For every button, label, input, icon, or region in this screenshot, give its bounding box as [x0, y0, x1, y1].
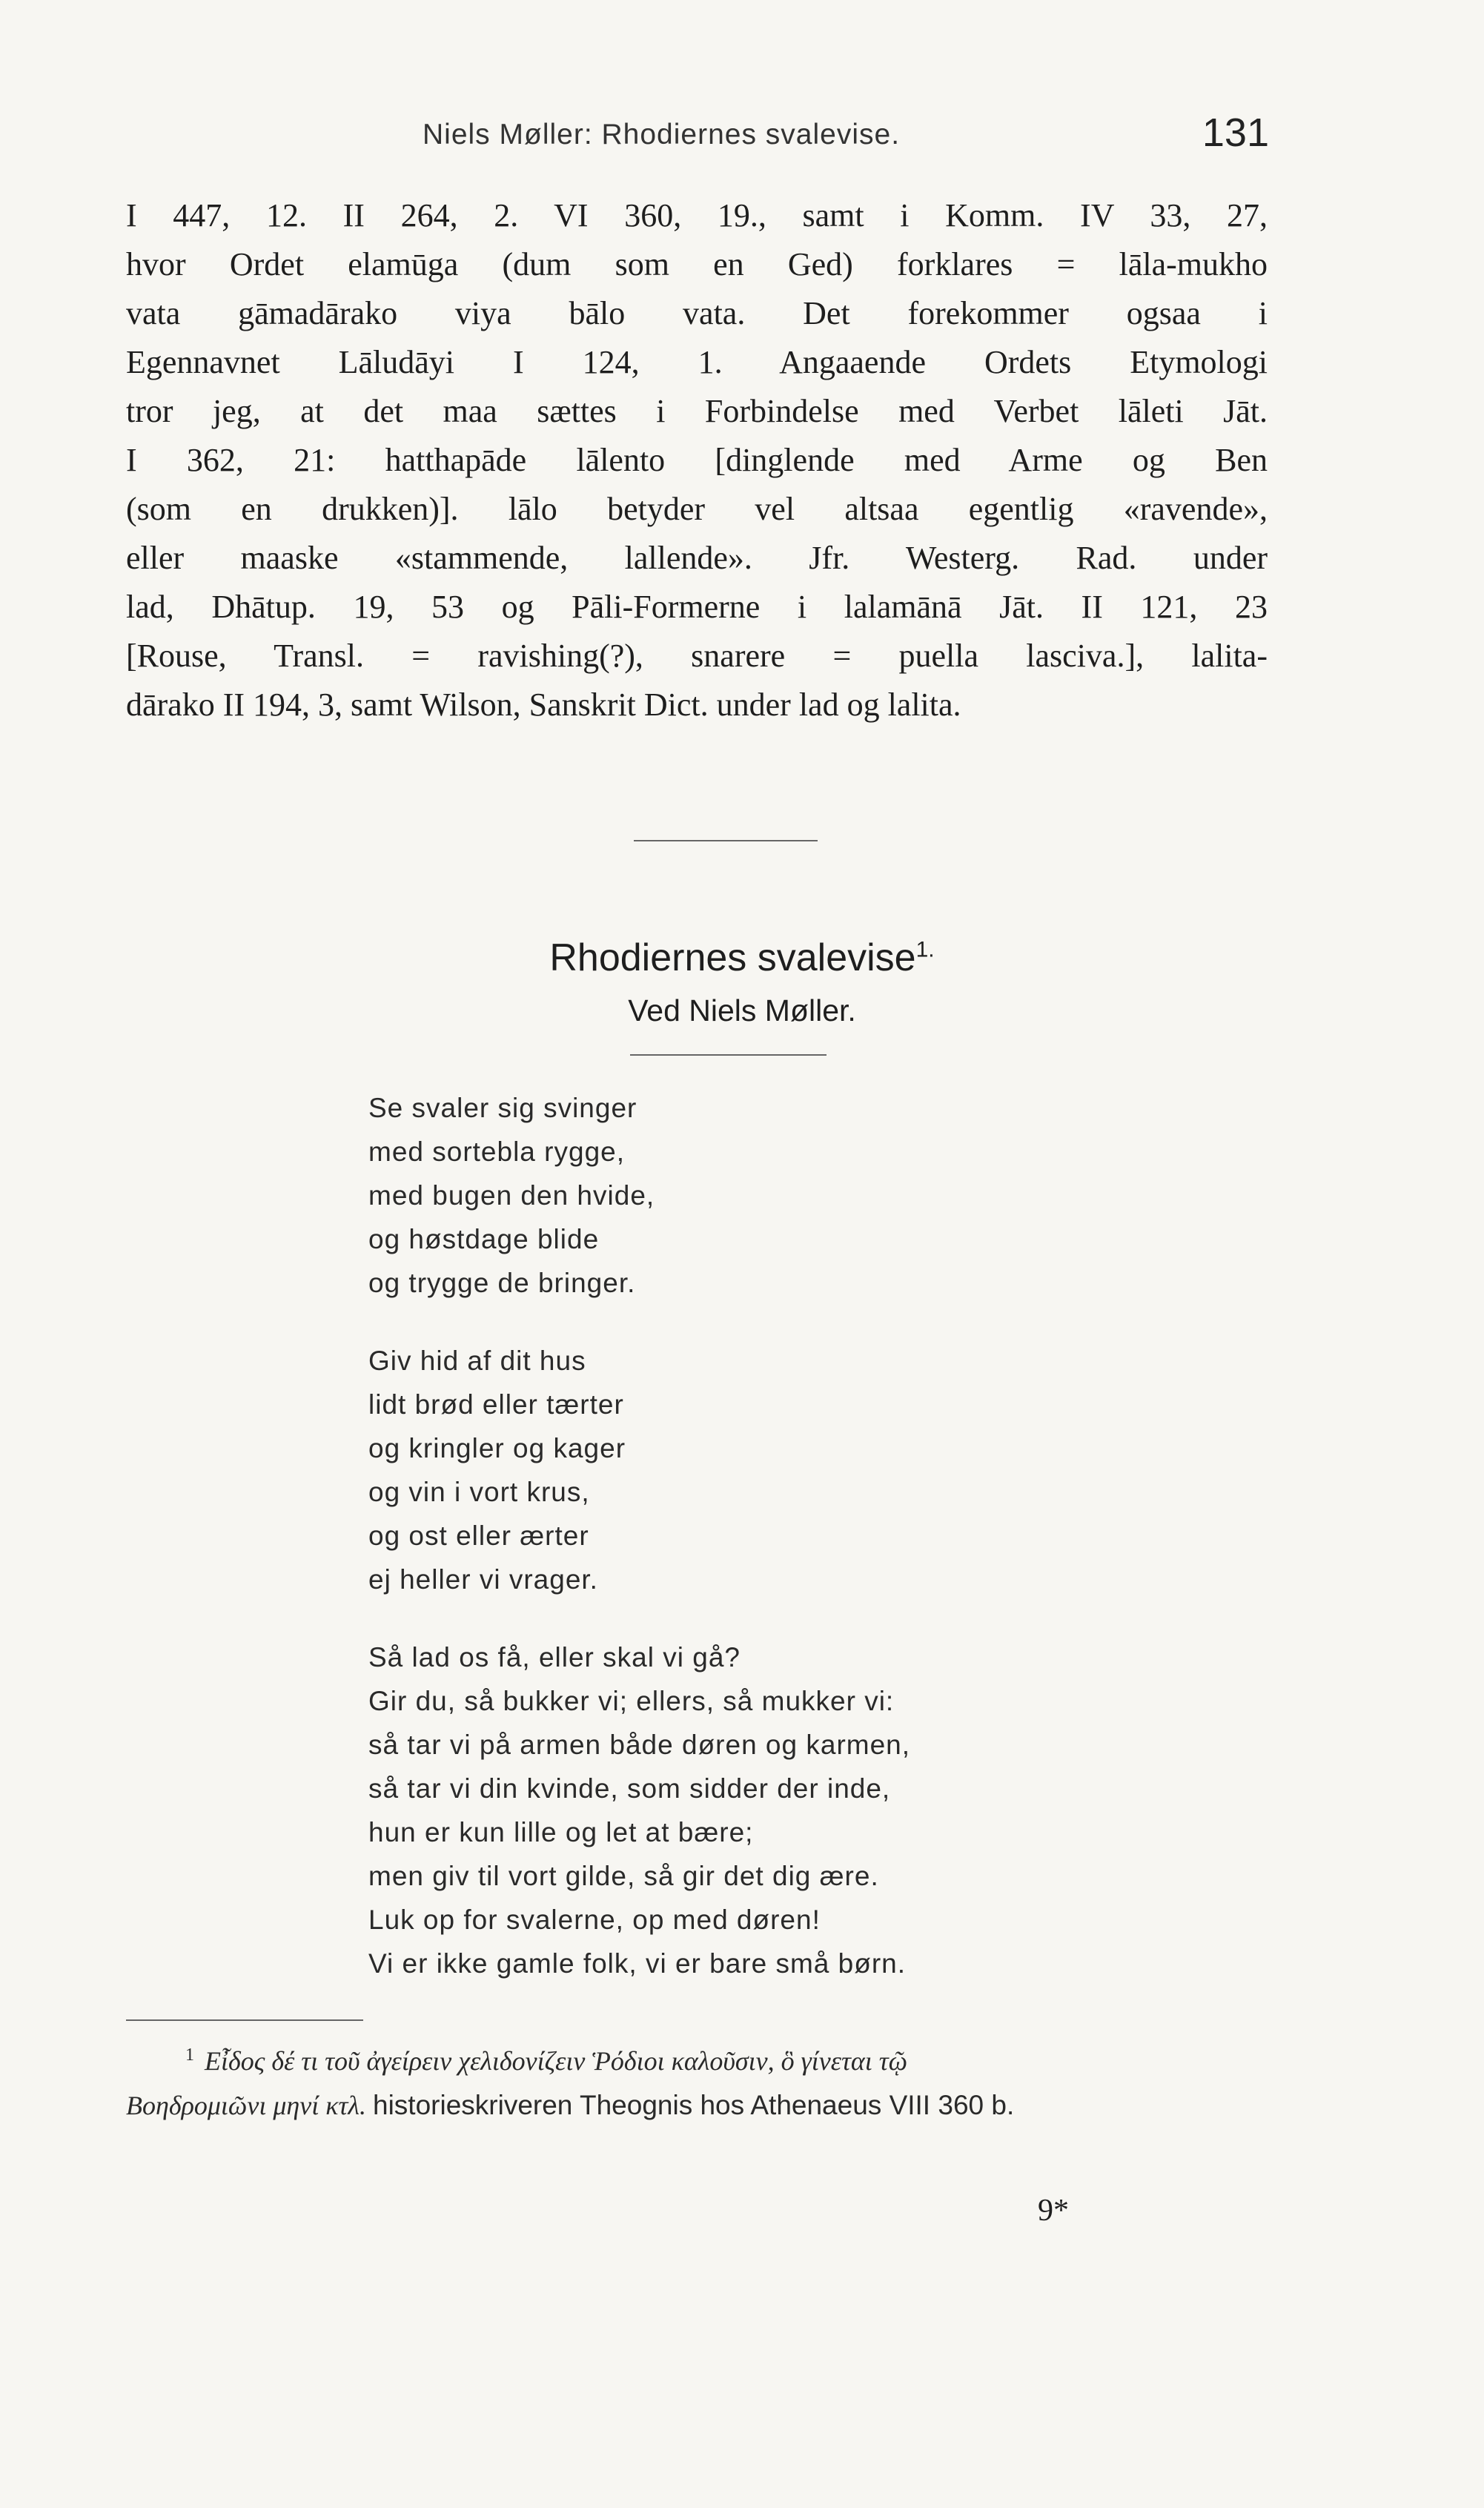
- page-number: 131: [1202, 110, 1269, 155]
- poem-line: men giv til vort gilde, så gir det dig ære.: [368, 1861, 879, 1891]
- prose-line: Egennavnet Lāludāyi I 124, 1. Angaaende Ordets Etymologi: [126, 344, 1268, 380]
- signature-mark: 9*: [1038, 2194, 1069, 2228]
- prose-line: vata gāmadārako viya bālo vata. Det forekommer ogsaa i: [126, 295, 1268, 331]
- poem-line: Så lad os få, eller skal vi gå?: [368, 1642, 741, 1672]
- poem-line: Vi er ikke gamle folk, vi er bare små børn.: [368, 1948, 907, 1979]
- poem-line: og trygge de bringer.: [368, 1268, 636, 1298]
- poem-line: så tar vi på armen både døren og karmen,: [368, 1730, 911, 1760]
- poem-line: med sortebla rygge,: [368, 1136, 626, 1167]
- footnote: [126, 2033, 1268, 2128]
- poem-line: og vin i vort krus,: [368, 1477, 590, 1507]
- poem-stanza-1: [368, 1086, 910, 1305]
- prose-line: eller maaske «stammende, lallende». Jfr. Westerg. Rad. under: [126, 540, 1268, 576]
- poem-line: Gir du, så bukker vi; ellers, så mukker vi:: [368, 1686, 895, 1716]
- prose-line: dārako II 194, 3, samt Wilson, Sanskrit Dict. under lad og lalita.: [126, 686, 961, 723]
- footnote-line-1: [126, 2033, 1268, 2083]
- poem-line: så tar vi din kvinde, som sidder der inde,: [368, 1773, 891, 1804]
- footnote-source-text: historieskriveren Theognis hos Athenaeus VIII 360 b.: [373, 2090, 1015, 2120]
- article-title: [0, 936, 1484, 980]
- footnote-rule: [126, 2019, 363, 2021]
- prose-line: I 362, 21: hatthapāde lālento [dinglende med Arme og Ben: [126, 442, 1268, 478]
- poem-line: og kringler og kager: [368, 1433, 626, 1463]
- page-header: [126, 110, 1269, 169]
- prose-line: tror jeg, at det maa sættes i Forbindelse med Verbet lāleti Jāt.: [126, 393, 1268, 429]
- title-divider: [630, 1054, 827, 1056]
- prose-line: hvor Ordet elamūga (dum som en Ged) forklares = lāla-mukho: [126, 246, 1268, 282]
- running-head: Niels Møller: Rhodiernes svalevise.: [423, 119, 901, 150]
- article-title-text: Rhodiernes svalevise: [549, 936, 916, 979]
- footnote-greek-text: Εἶδος δέ τι τοῦ ἀγείρειν χελιδονίζειν Ῥόδιοι καλοῦσιν, ὃ γίνεται τῷ: [205, 2046, 908, 2076]
- poem-line: lidt brød eller tærter: [368, 1389, 624, 1420]
- poem-line: med bugen den hvide,: [368, 1180, 655, 1211]
- footnote-reference: 1.: [915, 937, 935, 962]
- poem-line: og høstdage blide: [368, 1224, 600, 1254]
- section-divider: [634, 840, 818, 841]
- poem-stanza-3: [368, 1635, 910, 1985]
- poem-line: ej heller vi vrager.: [368, 1564, 598, 1595]
- footnote-line-2: [126, 2083, 1268, 2128]
- article-byline: Ved Niels Møller.: [628, 993, 856, 1028]
- prose-line: (som en drukken)]. lālo betyder vel altsaa egentlig «ravende»,: [126, 491, 1268, 527]
- poem-line: og ost eller ærter: [368, 1521, 589, 1551]
- poem-line: Se svaler sig svinger: [368, 1093, 637, 1123]
- prose-paragraph: [126, 191, 1268, 729]
- poem-line: Luk op for svalerne, op med døren!: [368, 1905, 821, 1935]
- prose-line: [Rouse, Transl. = ravishing(?), snarere = puella lasciva.], lalita-: [126, 638, 1268, 674]
- prose-line: I 447, 12. II 264, 2. VI 360, 19., samt i Komm. IV 33, 27,: [126, 197, 1268, 234]
- poem: [368, 1086, 910, 1985]
- prose-line: lad, Dhātup. 19, 53 og Pāli-Formerne i lalamānā Jāt. II 121, 23: [126, 589, 1268, 625]
- poem-line: Giv hid af dit hus: [368, 1346, 586, 1376]
- poem-line: hun er kun lille og let at bære;: [368, 1817, 754, 1847]
- footnote-greek-text: Βοηδρομιῶνι μηνί κτλ.: [126, 2091, 366, 2120]
- footnote-mark: 1: [185, 2045, 194, 2065]
- poem-stanza-2: [368, 1339, 910, 1601]
